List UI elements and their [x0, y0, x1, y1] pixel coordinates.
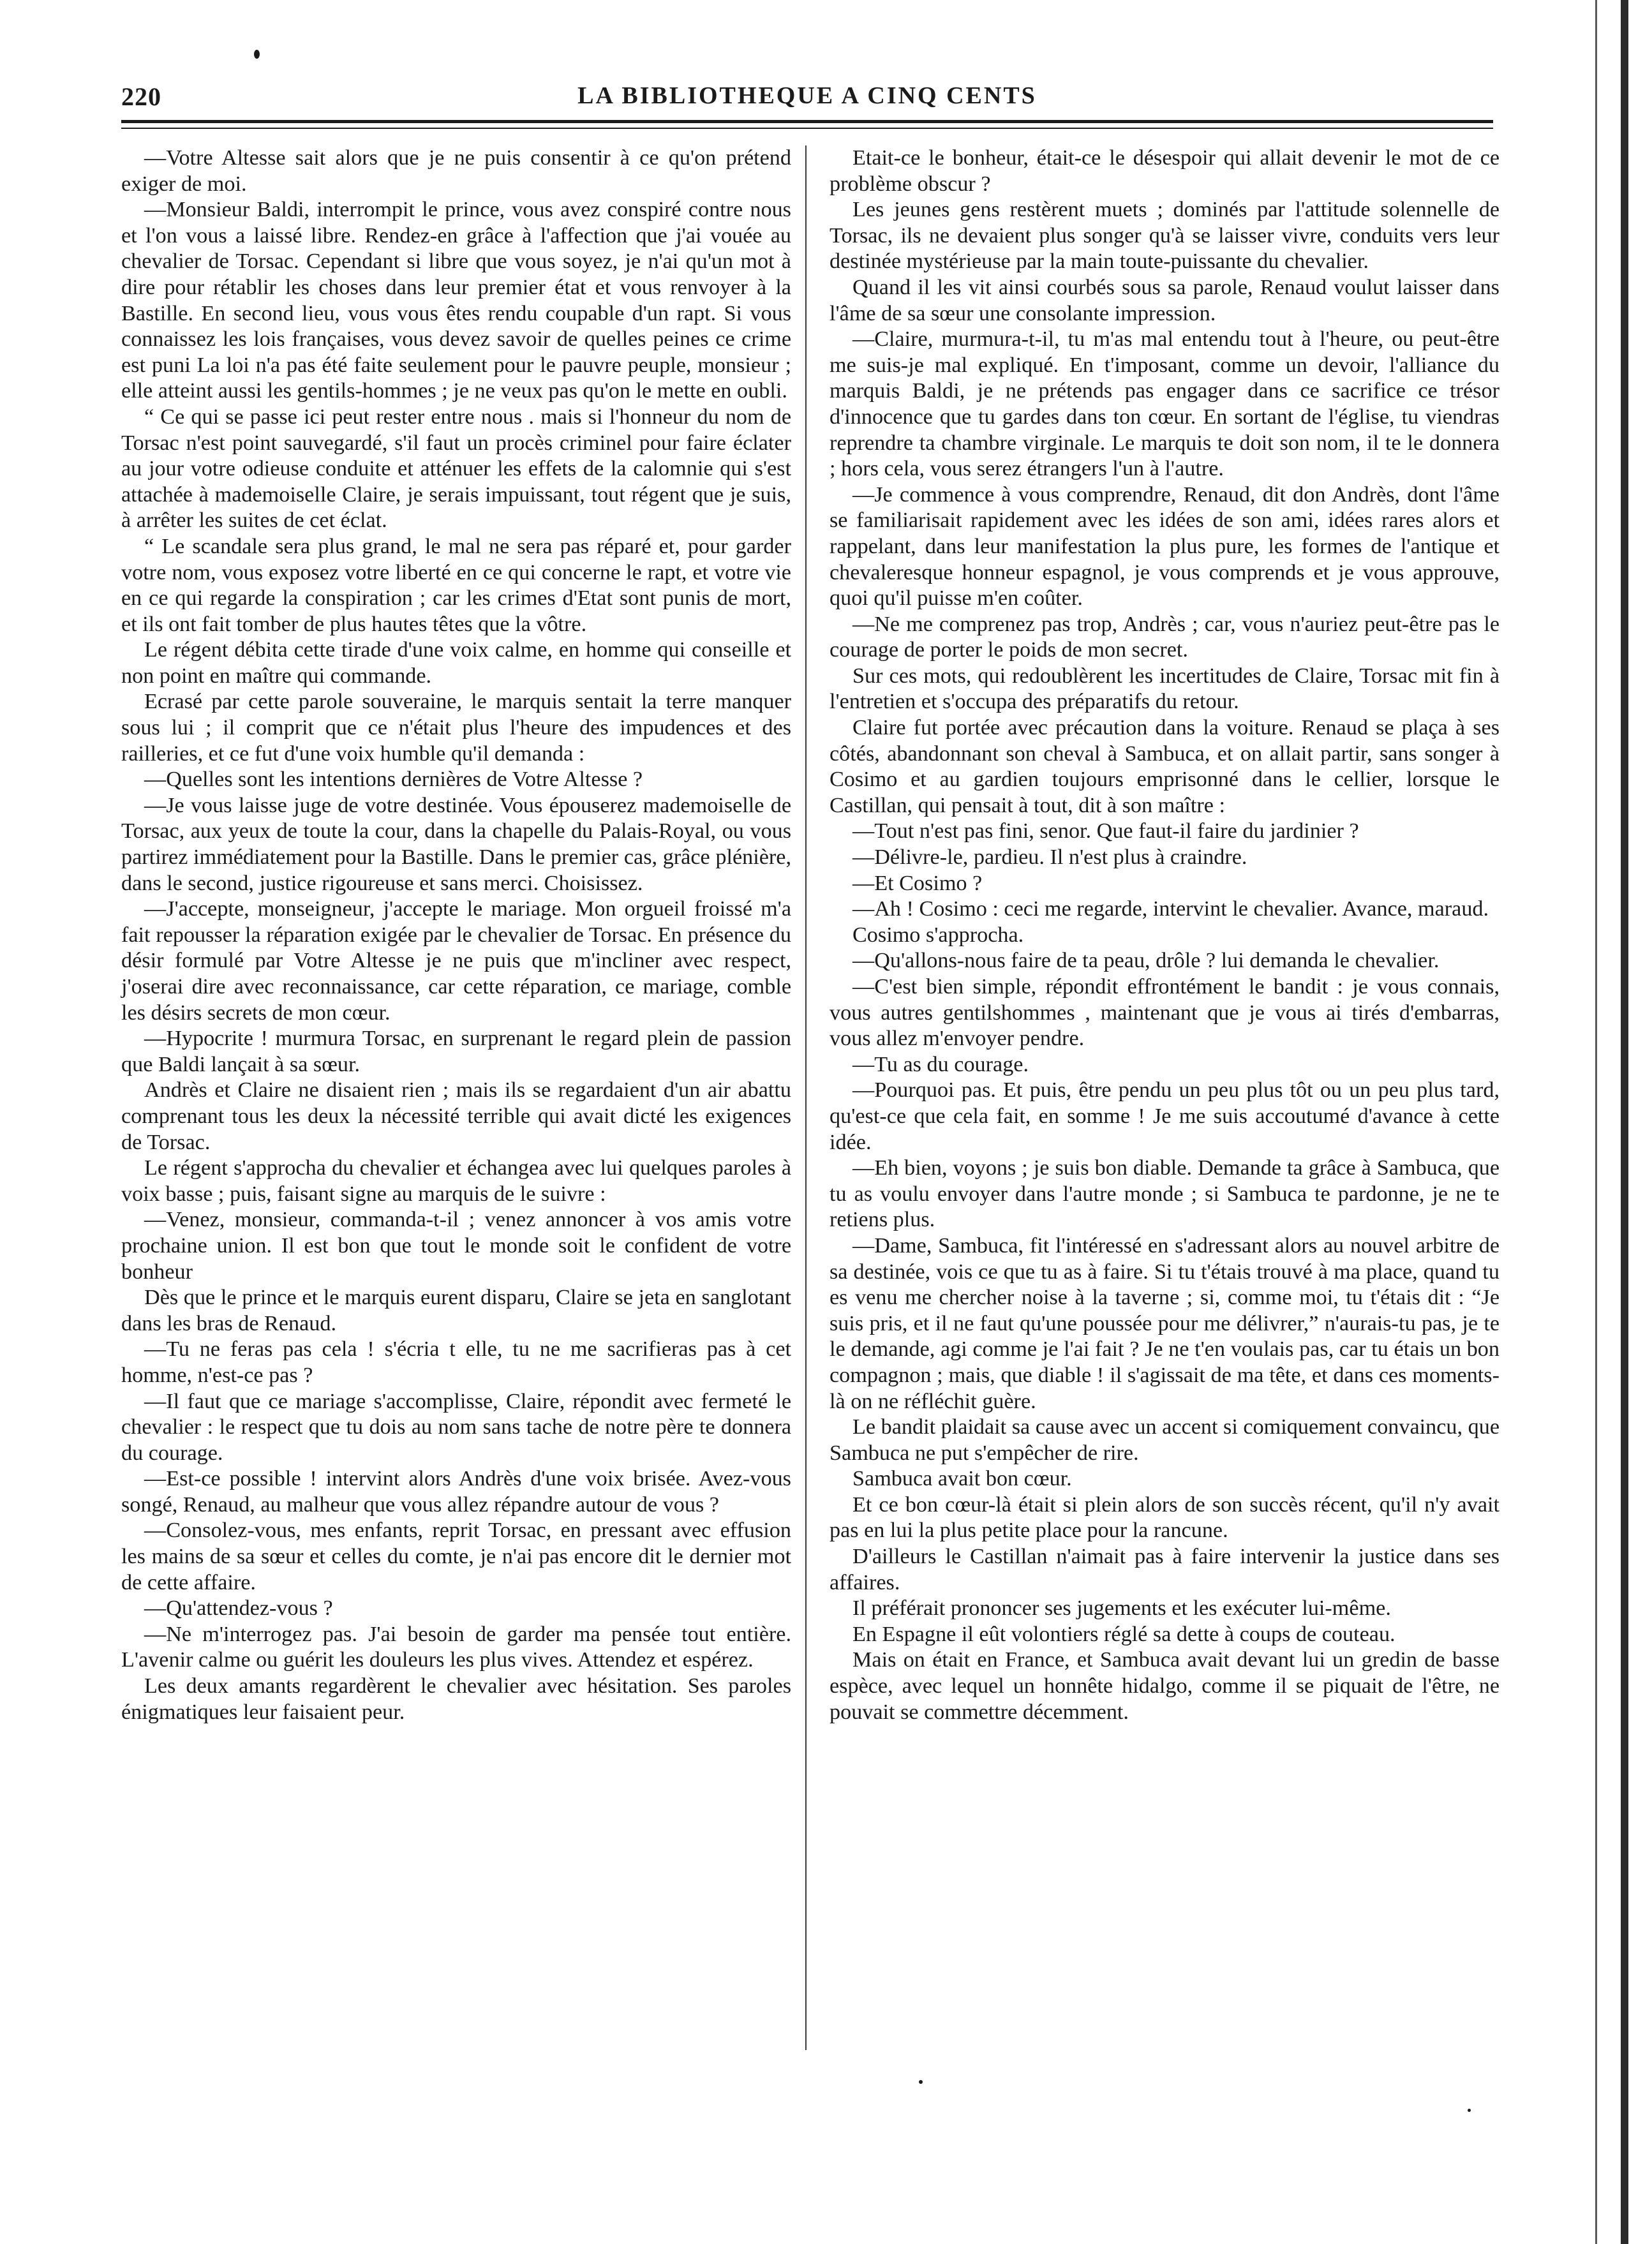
paragraph: —Je vous laisse juge de votre destinée. Vous épouserez mademoiselle de Torsac, aux yeux de toute la cour, dans la chapelle du Palais-Royal, ou vous partirez immédiatement pour la Bastille. Dans le premier cas, grâce plénière, dans le second, justice rigoureuse et sans merci. Choisissez.: [121, 793, 791, 895]
paragraph: —Monsieur Baldi, interrompit le prince, vous avez conspiré contre nous et l'on vous a laissé libre. Rendez-en grâce à l'affection que j'ai vouée au chevalier de Torsac. Cependant si libre que vous soyez, je n'ai qu'un mot à dire pour rétablir les choses dans leur premier état et vous renvoyer à la Bastille. En second lieu, vous vous êtes rendu coupable d'un rapt. Si vous connaissez les lois françaises, vous devez savoir de quelles peines ce crime est puni La loi n'a pas été faite seulement pour le pauvre peuple, monsieur ; elle atteint aussi les gentils-hommes ; je ne veux pas qu'on le mette en oubli.: [121, 198, 791, 403]
paragraph: —Il faut que ce mariage s'accomplisse, Claire, répondit avec fermeté le chevalier : le respect que tu dois au nom sans tache de notre père te donnera du courage.: [121, 1389, 791, 1465]
paragraph: —Et Cosimo ?: [852, 871, 983, 895]
scan-edge-bar: [1621, 0, 1628, 2244]
page-header: [121, 75, 1493, 120]
paragraph: Andrès et Claire ne disaient rien ; mais ils se regardaient d'un air abattu comprenant tous les deux la nécessité terrible qui avait dicté les exigences de Torsac.: [121, 1078, 791, 1154]
paragraph: Sur ces mots, qui redoublèrent les incertitudes de Claire, Torsac mit fin à l'entretien et s'occupa des préparatifs du retour.: [830, 664, 1499, 714]
paragraph: Cosimo s'approcha.: [852, 923, 1024, 947]
paragraph: “ Le scandale sera plus grand, le mal ne sera pas réparé et, pour garder votre nom, vous exposez votre liberté en ce qui concerne le rapt, et votre vie en ce qui regarde la conspiration ; car les crimes d'Etat sont punis de mort, et ils ont fait tomber de plus hautes têtes que la vôtre.: [121, 534, 791, 636]
paragraph: —Tu as du courage.: [852, 1052, 1029, 1076]
header-rule-thin: [121, 128, 1493, 129]
paragraph: —Qu'allons-nous faire de ta peau, drôle ? lui demanda le chevalier.: [852, 949, 1440, 973]
paragraph: Quand il les vit ainsi courbés sous sa parole, Renaud voulut laisser dans l'âme de sa sœur une consolante impression.: [830, 275, 1499, 325]
paragraph: —Pourquoi pas. Et puis, être pendu un peu plus tôt ou un peu plus tard, qu'est-ce que cela fait, en somme ! Je me suis accoutumé d'avance à cette idée.: [830, 1078, 1499, 1154]
paragraph: “ Ce qui se passe ici peut rester entre nous . mais si l'honneur du nom de Torsac n'est point sauvegardé, s'il faut un procès criminel pour faire éclater au jour votre odieuse conduite et atténuer les effets de la calomnie qui s'est attachée à mademoiselle Claire, je serais impuissant, tout régent que je suis, à arrêter les suites de cet éclat.: [121, 405, 791, 533]
paragraph: D'ailleurs le Castillan n'aimait pas à faire intervenir la justice dans ses affaires.: [830, 1545, 1499, 1594]
paragraph: —Votre Altesse sait alors que je ne puis consentir à ce qu'on prétend exiger de moi.: [121, 146, 791, 196]
paragraph: Etait-ce le bonheur, était-ce le désespoir qui allait devenir le mot de ce problème obscur ?: [830, 146, 1499, 196]
paragraph: Le régent débita cette tirade d'une voix calme, en homme qui conseille et non point en maître qui commande.: [121, 638, 791, 688]
paragraph: —Qu'attendez-vous ?: [144, 1596, 333, 1621]
paragraph: —Tout n'est pas fini, senor. Que faut-il faire du jardinier ?: [852, 819, 1359, 843]
paragraph: Claire fut portée avec précaution dans la voiture. Renaud se plaça à ses côtés, abandonnant son cheval à Sambuca, et on allait partir, sans songer à Cosimo et au gardien toujours emprisonné dans le cellier, lorsque le Castillan, qui pensait à tout, dit à son maître :: [830, 716, 1499, 817]
paragraph: Sambuca avait bon cœur.: [852, 1467, 1072, 1491]
paragraph: Les jeunes gens restèrent muets ; dominés par l'attitude solennelle de Torsac, ils ne devaient plus songer qu'à se laisser vivre, conduits vers leur destinée mystérieuse par la main toute-puissante du chevalier.: [830, 198, 1499, 274]
paragraph: —C'est bien simple, répondit effrontément le bandit : je vous connais, vous autres gentilshommes , maintenant que je vous ai tirés d'embarras, vous allez m'envoyer pendre.: [830, 975, 1499, 1051]
paragraph: Mais on était en France, et Sambuca avait devant lui un gredin de basse espèce, avec lequel un honnête hidalgo, comme il se piquait de l'être, ne pouvait se commettre décemment.: [830, 1648, 1499, 1724]
paragraph: —Est-ce possible ! intervint alors Andrès d'une voix brisée. Avez-vous songé, Renaud, au malheur que vous allez répandre autour de vous ?: [121, 1467, 791, 1517]
paragraph: En Espagne il eût volontiers réglé sa dette à coups de couteau.: [852, 1622, 1395, 1646]
paragraph: —Claire, murmura-t-il, tu m'as mal entendu tout à l'heure, ou peut-être me suis-je mal expliqué. En t'imposant, comme un devoir, l'alliance du marquis Baldi, je ne prétends pas engager dans ce sacrifice ce trésor d'innocence que tu gardes dans ton cœur. En sortant de l'église, tu viendras reprendre ta chambre virginale. Le marquis te doit son nom, il te le donnera ; hors cela, vous serez étrangers l'un à l'autre.: [830, 327, 1499, 481]
ink-speck: [1468, 2109, 1471, 2112]
paragraph: —Délivre-le, pardieu. Il n'est plus à craindre.: [852, 845, 1247, 870]
paragraph: —J'accepte, monseigneur, j'accepte le mariage. Mon orgueil froissé m'a fait repousser la réparation exigée par le chevalier de Torsac. En présence du désir formulé par Votre Altesse je ne puis que m'incliner avec respect, j'oserai dire avec reconnaissance, car cette réparation, ce mariage, comble les désirs secrets de mon cœur.: [121, 897, 791, 1025]
paragraph: Les deux amants regardèrent le chevalier avec hésitation. Ses paroles énigmatiques leur faisaient peur.: [121, 1674, 791, 1724]
paragraph: —Consolez-vous, mes enfants, reprit Torsac, en pressant avec effusion les mains de sa sœur et celles du comte, je n'ai pas encore dit le dernier mot de cette affaire.: [121, 1519, 791, 1594]
paragraph: —Je commence à vous comprendre, Renaud, dit don Andrès, dont l'âme se familiarisait rapidement avec les idées de son ami, idées rares alors et rappelant, dans leur manifestation la plus pure, les formes de l'antique et chevaleresque honneur espagnol, je vous comprends et je vous approuve, quoi qu'il puisse m'en coûter.: [830, 482, 1499, 611]
paragraph: —Venez, monsieur, commanda-t-il ; venez annoncer à vos amis votre prochaine union. Il est bon que tout le monde soit le confident de votre bonheur: [121, 1208, 791, 1284]
paragraph: —Ne m'interrogez pas. J'ai besoin de garder ma pensée tout entière. L'avenir calme ou guérit les douleurs les plus vives. Attendez et espérez.: [121, 1622, 791, 1672]
column-divider: [805, 145, 807, 2050]
paragraph: —Ah ! Cosimo : ceci me regarde, intervint le chevalier. Avance, maraud.: [852, 897, 1489, 921]
paragraph: Ecrasé par cette parole souveraine, le marquis sentait la terre manquer sous lui ; il comprit que ce n'était plus l'heure des impudences et des railleries, et ce fut d'une voix humble qu'il demanda :: [121, 690, 791, 766]
right-column: [830, 145, 1499, 1725]
paragraph: Le régent s'approcha du chevalier et échangea avec lui quelques paroles à voix basse ; puis, faisant signe au marquis de le suivre :: [121, 1156, 791, 1206]
paragraph: —Quelles sont les intentions dernières de Votre Altesse ?: [144, 768, 643, 792]
paragraph: Le bandit plaidait sa cause avec un accent si comiquement convaincu, que Sambuca ne put s'empêcher de rire.: [830, 1415, 1499, 1465]
paragraph: Et ce bon cœur-là était si plein alors de son succès récent, qu'il n'y avait pas en lui la plus petite place pour la rancune.: [830, 1492, 1499, 1543]
paragraph: —Eh bien, voyons ; je suis bon diable. Demande ta grâce à Sambuca, que tu as voulu envoyer dans l'autre monde ; si Sambuca te pardonne, je ne te retiens plus.: [830, 1156, 1499, 1232]
running-head: LA BIBLIOTHEQUE A CINQ CENTS: [577, 82, 1037, 109]
paragraph: —Hypocrite ! murmura Torsac, en surprenant le regard plein de passion que Baldi lançait à sa sœur.: [121, 1027, 791, 1076]
paragraph: —Tu ne feras pas cela ! s'écria t elle, tu ne me sacrifieras pas à cet homme, n'est-ce pas ?: [121, 1337, 791, 1387]
page-number: 220: [121, 82, 161, 111]
ink-speck: [919, 2080, 923, 2084]
paragraph: Il préférait prononcer ses jugements et les exécuter lui-même.: [852, 1596, 1391, 1621]
ink-speck: [254, 50, 260, 59]
left-column: [121, 145, 791, 1725]
paragraph: —Dame, Sambuca, fit l'intéressé en s'adressant alors au nouvel arbitre de sa destinée, vois ce que tu as à faire. Si tu t'étais trouvé à ma place, quand tu es venu me chercher noise à la taverne ; si, comme moi, tu t'étais dit : “Je suis pris, et il ne faut qu'une poussée pour me délivrer,” n'aurais-tu pas, je te le demande, agi comme je l'ai fait ? Je ne t'en voulais pas, car tu étais un bon compagnon ; mais, que diable ! il s'agissait de ma tête, et dans ces moments-là on ne réfléchit guère.: [830, 1233, 1499, 1413]
paragraph: Dès que le prince et le marquis eurent disparu, Claire se jeta en sanglotant dans les bras de Renaud.: [121, 1286, 791, 1335]
header-rule: [121, 120, 1493, 123]
scan-edge-line: [1595, 0, 1597, 2244]
paragraph: —Ne me comprenez pas trop, Andrès ; car, vous n'auriez peut-être pas le courage de porter le poids de mon secret.: [830, 612, 1499, 662]
